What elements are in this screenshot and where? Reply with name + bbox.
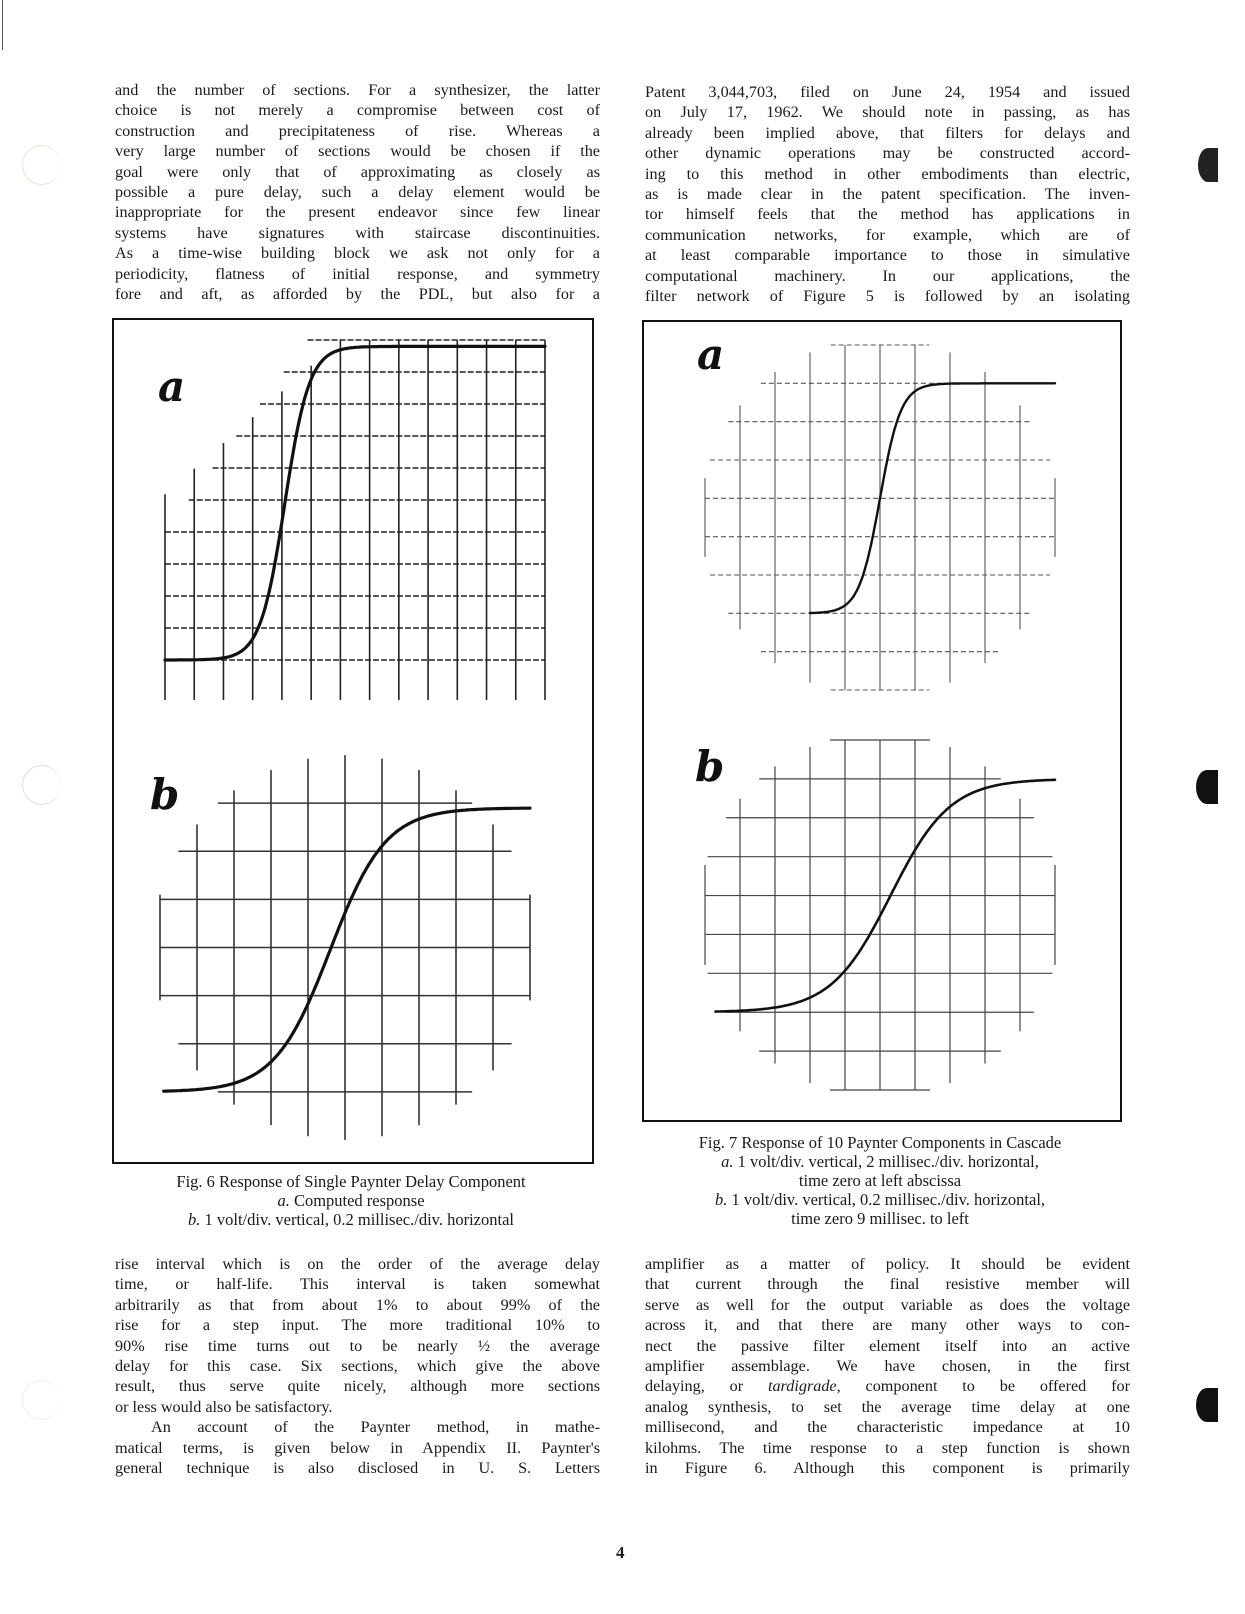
punch-hole-left-top	[22, 145, 61, 185]
figure-7-caption-b2: time zero 9 millisec. to left	[791, 1209, 969, 1228]
paragraph-rise-interval	[115, 1254, 600, 1417]
text-line: millisecond, and the characteristic impedance at 10	[645, 1418, 1130, 1437]
text-line: nect the passive filter element itself into an active	[645, 1336, 1130, 1355]
figure-7-caption-a2: time zero at left abscissa	[798, 1171, 962, 1190]
text-line: construction and precipitateness of rise. Whereas a	[115, 121, 600, 140]
figure-7-caption-b-text: 1 volt/div. vertical, 0.2 millisec./div. horizontal,	[731, 1190, 1046, 1209]
text-line: choice is not merely a compromise between cost of	[115, 101, 600, 120]
figure-7-caption-b	[632, 1190, 1128, 1209]
text-line: rise interval which is on the order of the average delay	[115, 1255, 600, 1273]
text-line: amplifier as a matter of policy. It should be evident	[645, 1255, 1130, 1273]
text-line: ing to this method in other embodiments than electric,	[645, 164, 1130, 183]
page-number: 4	[616, 1543, 625, 1562]
figure-7a-label: a	[697, 330, 725, 379]
figure-7a-plot	[705, 345, 1055, 690]
left-column-bottom-text	[115, 1254, 600, 1478]
text-line: filter network of Figure 5 is followed by an isolating	[645, 287, 1130, 306]
text-line: as is made clear in the patent specification. The inven-	[645, 185, 1130, 204]
figure-7-caption-a	[632, 1152, 1128, 1171]
figure-7b-plot	[705, 740, 1055, 1090]
text-line: fore and aft, as afforded by the PDL, but also for a	[115, 285, 600, 304]
text-line: at least comparable importance to those in simulative	[645, 246, 1130, 265]
figure-6-caption-b-text: 1 volt/div. vertical, 0.2 millisec./div. horizontal	[204, 1210, 514, 1229]
figure-6b-label: b	[150, 770, 180, 819]
figure-7b-label: b	[695, 742, 725, 791]
text-line: arbitrarily as that from about 1% to about 99% of the	[115, 1295, 600, 1314]
text-line: goal were only that of approximating as closely as	[115, 162, 600, 181]
text-line: time, or half-life. This interval is taken somewhat	[115, 1275, 600, 1294]
text-line: systems have signatures with staircase discontinuities.	[115, 223, 600, 242]
figure-6-caption-b-prefix: b.	[188, 1210, 201, 1229]
punch-hole-left-bottom	[22, 1380, 61, 1420]
text-line: on July 17, 1962. We should note in passing, as has	[645, 103, 1130, 122]
text-line: analog synthesis, to set the average time delay at one	[645, 1397, 1130, 1416]
text-line: computational machinery. In our applications, the	[645, 266, 1130, 285]
right-column-bottom-text	[645, 1254, 1130, 1478]
paragraph-paynter-method	[115, 1417, 600, 1478]
figure-6-caption-a-prefix: a.	[277, 1191, 290, 1210]
figure-6-caption-title: Fig. 6 Response of Single Paynter Delay Component	[176, 1172, 526, 1191]
text-line: Patent 3,044,703, filed on June 24, 1954 and issued	[645, 83, 1130, 101]
text-line: An account of the Paynter method, in mathe-	[151, 1418, 600, 1437]
text-line: and the number of sections. For a synthesizer, the latter	[115, 81, 600, 99]
text-line: already been implied above, that filters for delays and	[645, 123, 1130, 142]
figure-6-caption-b	[112, 1210, 590, 1229]
punch-hole-left-mid	[22, 765, 61, 805]
figure-7-caption-a-text: 1 volt/div. vertical, 2 millisec./div. horizontal,	[737, 1152, 1039, 1171]
text-line: serve as well for the output variable as does the voltage	[645, 1295, 1130, 1314]
figure-6-caption	[112, 1172, 590, 1229]
text-line: very large number of sections would be chosen if the	[115, 142, 600, 161]
text-line: rise for a step input. The more traditional 10% to	[115, 1316, 600, 1335]
text-line: As a time-wise building block we ask not only for a	[115, 244, 600, 263]
figure-7-caption-a-prefix: a.	[721, 1152, 734, 1171]
figure-6-caption-a	[112, 1191, 590, 1210]
text-line: inappropriate for the present endeavor since few linear	[115, 203, 600, 222]
figure-7-caption	[632, 1133, 1128, 1228]
punch-hole-right-mid	[1196, 770, 1218, 804]
text-line: periodicity, flatness of initial response, and symmetry	[115, 264, 600, 283]
text-line: in Figure 6. Although this component is primarily	[645, 1459, 1130, 1478]
text-line: that current through the final resistive member will	[645, 1275, 1130, 1294]
right-column-top-text	[645, 82, 1130, 306]
figure-6b-plot	[160, 755, 530, 1140]
figure-6a-label: a	[158, 362, 186, 411]
text-line: across it, and that there are many other ways to con-	[645, 1316, 1130, 1335]
punch-hole-right-top	[1198, 148, 1218, 182]
figure-7-caption-title: Fig. 7 Response of 10 Paynter Components in Cascade	[698, 1133, 1062, 1152]
text-line: communication networks, for example, which are of	[645, 225, 1130, 244]
text-line: 90% rise time turns out to be nearly ½ the average	[115, 1336, 600, 1355]
text-line: other dynamic operations may be constructed accord-	[645, 144, 1130, 163]
figure-6-caption-a-text: Computed response	[293, 1191, 425, 1210]
text-line: general technique is also disclosed in U. S. Letters	[115, 1459, 600, 1478]
text-line: delay for this case. Six sections, which give the above	[115, 1357, 600, 1376]
text-line: tor himself feels that the method has applications in	[645, 205, 1130, 224]
left-edge-mark	[2, 0, 3, 50]
left-column-top-text	[115, 80, 600, 304]
text-line: matical terms, is given below in Appendix II. Paynter's	[115, 1438, 600, 1457]
text-line: result, thus serve quite nicely, although more sections	[115, 1377, 600, 1396]
text-line: kilohms. The time response to a step function is shown	[645, 1438, 1130, 1457]
step-response-trace	[165, 346, 545, 660]
text-line: possible a pure delay, such a delay element would be	[115, 183, 600, 202]
text-line: amplifier assemblage. We have chosen, in the first	[645, 1357, 1130, 1376]
text-line: delaying, or tardigrade, component to be offered for	[645, 1377, 1130, 1396]
figure-7-caption-b-prefix: b.	[714, 1190, 728, 1209]
punch-hole-right-bottom	[1196, 1388, 1218, 1422]
figure-6a-plot	[165, 340, 545, 700]
text-line: or less would also be satisfactory.	[115, 1397, 333, 1416]
